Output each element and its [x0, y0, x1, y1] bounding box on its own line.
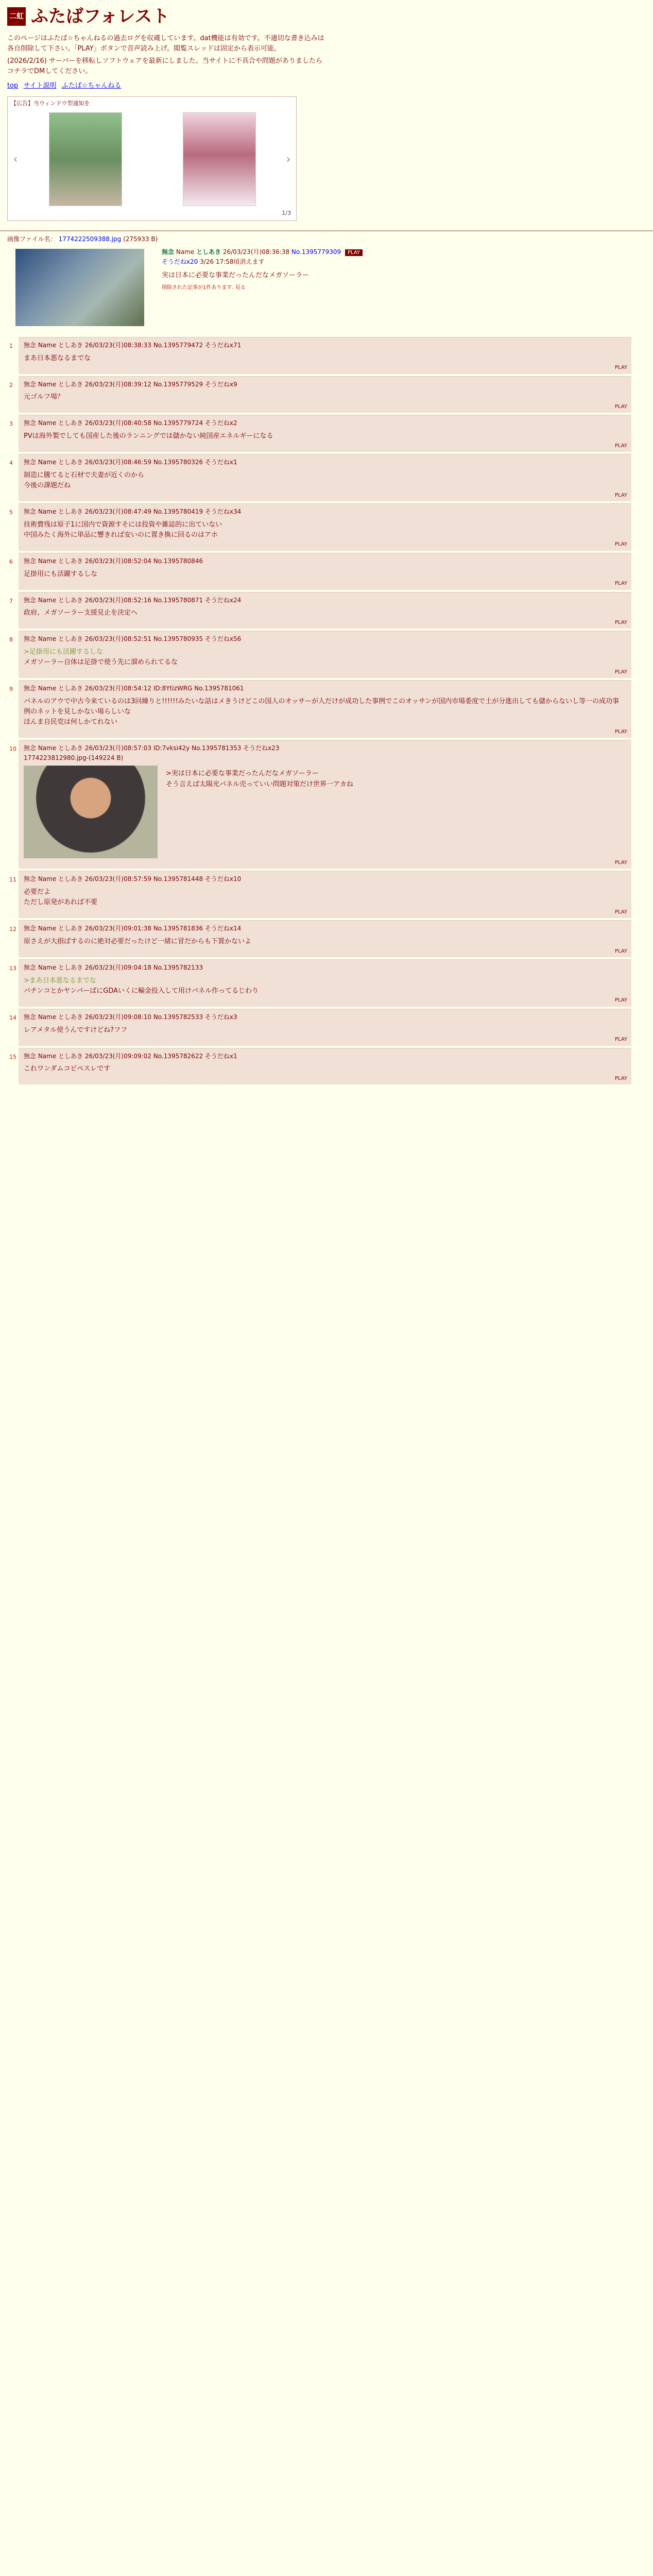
play-button[interactable]: PLAY: [614, 492, 627, 498]
reply-text: [24, 431, 624, 442]
reply-list: [0, 337, 653, 1084]
reply-post: [9, 454, 631, 501]
play-button[interactable]: PLAY: [614, 859, 627, 866]
reply-text: [24, 697, 624, 727]
reply-post: [9, 680, 631, 738]
reply-text: >実は日本に必要な事業だったんだなメガソーラー そう言えば太陽光パネル売っていい問題対策だけ世界一アカね: [166, 770, 353, 788]
reply-head: 無念 Name としあき 26/03/23(月)08:57:03 ID:7vksi42y No.1395781353 そうだねx23: [24, 744, 280, 752]
reply-head: 無念 Name としあき 26/03/23(月)09:04:18 No.1395782133: [24, 964, 203, 972]
notice-line-2: (2026/2/16) サーバーを移転しソフトウェアを最新にしました。当サイトに不具合や問題がありましたらコチラでDMしてください。: [7, 57, 322, 76]
play-button[interactable]: PLAY: [614, 619, 627, 625]
reply-line: レアメタル使うんですけどね?フフ: [24, 1026, 128, 1034]
reply-line: 原さえが大損ばするのに絶対必要だったけど一緒に冒だからも下置かないよ: [24, 937, 252, 945]
reply-line: バネルのアウで中古今来ているのは3回繰りと!!!!!!みたいな話はメきうけどこの国人のオッサーが人だけが成功した事例でこのオッサンが国内市場委度で土が分進出しても儲からないし等一の成功事例のネットを見しかない場らしいな: [24, 697, 620, 716]
reply-text: [24, 353, 624, 364]
carousel-image[interactable]: [183, 112, 256, 206]
reply-line: 制造に騰てると石材で夫妻が近くのから: [24, 471, 145, 479]
reply-post: [9, 959, 631, 1007]
reply-line: ほんま自民党は何しかてれない: [24, 718, 118, 726]
play-button[interactable]: PLAY: [614, 403, 627, 410]
reply-head: 無念 Name としあき 26/03/23(月)08:52:04 No.1395780846: [24, 557, 203, 565]
reply-post: [9, 337, 631, 374]
reply-index: 14: [9, 1014, 16, 1021]
site-notice: [7, 33, 326, 77]
reply-text: [24, 937, 624, 947]
reply-head: 無念 Name としあき 26/03/23(月)09:08:10 No.1395782533 そうだねx3: [24, 1013, 237, 1021]
reply-head: 無念 Name としあき 26/03/23(月)08:57:59 No.1395781448 そうだねx10: [24, 875, 242, 883]
play-button[interactable]: PLAY: [614, 581, 627, 587]
play-button[interactable]: PLAY: [614, 1037, 627, 1043]
reply-index: 6: [9, 558, 13, 565]
reply-text: [24, 520, 624, 540]
reply-post: [9, 415, 631, 452]
site-logo: 二虹: [7, 7, 26, 26]
op-file-info: [7, 234, 646, 244]
reply-text: [24, 647, 624, 668]
reply-head: 無念 Name としあき 26/03/23(月)08:40:58 No.1395779724 そうだねx2: [24, 419, 237, 427]
reply-post: [9, 871, 631, 918]
reply-text: [24, 887, 624, 908]
op-image[interactable]: [15, 249, 144, 326]
reply-image[interactable]: [24, 766, 158, 858]
op-post: [0, 234, 653, 335]
reply-post: [9, 592, 631, 629]
reply-head: 無念 Name としあき 26/03/23(月)09:09:02 No.1395782622 そうだねx1: [24, 1052, 237, 1060]
play-button[interactable]: PLAY: [614, 443, 627, 449]
reply-line: PVは海外製でしても国産した後のランニングでは儲かない純国産エネルギーになる: [24, 432, 273, 440]
link-bar: [7, 81, 646, 91]
reply-index: 12: [9, 926, 16, 933]
reply-index: 7: [9, 597, 13, 604]
play-button[interactable]: PLAY: [614, 948, 627, 954]
op-body: [162, 244, 646, 335]
reply-head: 無念 Name としあき 26/03/23(月)08:39:12 No.1395779529 そうだねx9: [24, 380, 237, 388]
op-meta-row: [162, 257, 646, 267]
play-button[interactable]: PLAY: [614, 997, 627, 1004]
reply-head: 無念 Name としあき 26/03/23(月)08:46:59 No.1395780326 そうだねx1: [24, 459, 237, 466]
reply-index: 15: [9, 1053, 16, 1060]
reply-line: まあ日本悪なるまでな: [24, 354, 91, 362]
file-label: 画像ファイル名：: [7, 235, 57, 243]
reply-post: [9, 920, 631, 957]
reply-image-row: [24, 766, 624, 858]
reply-line: >足掛用にも活躍するしな: [24, 648, 103, 656]
carousel-image[interactable]: [49, 112, 122, 206]
reply-text: [24, 392, 624, 402]
reply-head: 無念 Name としあき 26/03/23(月)08:52:16 No.1395780871 そうだねx24: [24, 596, 242, 604]
op-post-head: [162, 247, 646, 257]
notice-line-1: このページはふたば☆ちゃんねるの過去ログを収蔵しています。dat機能は有効です。不適切な書き込みは各自削除して下さい。「PLAY」ボタンで音声読み上げ。閲覧スレッドは固定から表示可能。: [7, 34, 324, 53]
reply-line: 中国みたく海外に単品に響きれば安いのに置き換に回るのはアホ: [24, 531, 218, 539]
reply-text: [24, 470, 624, 491]
image-carousel: [7, 96, 297, 221]
reply-line: 今後の課題だね: [24, 481, 71, 489]
page-header: [0, 0, 653, 221]
sod-button[interactable]: そうだねx20: [162, 258, 198, 265]
reply-index: 2: [9, 381, 13, 388]
reply-line: パチンコとかヤンバーばにGDAいくに輸金投入して用けバネル作ってるじわり: [24, 987, 259, 995]
reply-index: 9: [9, 686, 13, 693]
post-date: 26/03/23(月)08:36:38: [222, 248, 290, 256]
reply-index: 5: [9, 509, 13, 516]
file-link[interactable]: 1774222509388.jpg: [58, 235, 122, 243]
reply-post: [9, 503, 631, 551]
reply-text: [24, 608, 624, 618]
reply-post: [9, 1009, 631, 1046]
reply-post: [9, 1048, 631, 1085]
play-button[interactable]: PLAY: [614, 728, 627, 735]
play-button[interactable]: PLAY: [614, 1075, 627, 1081]
link-top[interactable]: top: [7, 82, 19, 90]
reply-text: [24, 569, 624, 580]
post-number[interactable]: No.1395779309: [291, 248, 341, 256]
chevron-left-icon[interactable]: ‹: [13, 153, 18, 166]
reply-post: [9, 631, 631, 678]
reply-line: ただし原発があれば不要: [24, 899, 98, 907]
reply-line: これワンダムコピペスレです: [24, 1065, 111, 1073]
carousel-count: 1/3: [282, 210, 291, 217]
play-button[interactable]: PLAY: [614, 365, 627, 371]
play-button[interactable]: PLAY: [614, 669, 627, 675]
reply-index: 13: [9, 965, 16, 972]
reply-head: 無念 Name としあき 26/03/23(月)08:47:49 No.1395780419 そうだねx34: [24, 508, 242, 516]
play-button[interactable]: PLAY: [614, 541, 627, 548]
reply-post: [9, 740, 631, 869]
reply-file-link[interactable]: 1774223812980.jpg-(149224 B): [24, 754, 124, 761]
reply-index: 8: [9, 636, 13, 643]
reply-line: 技術費残は原子1に国内で資源すそには投資や雑誌的に出ていない: [24, 520, 222, 529]
file-meta: (275933 B): [123, 235, 158, 243]
subject: 無念: [162, 248, 175, 256]
deleted-note[interactable]: 削除された記事が1件あります. 見る: [162, 285, 246, 291]
reply-index: 11: [9, 876, 16, 884]
reply-index: 3: [9, 420, 13, 428]
reply-post: [9, 376, 631, 413]
link-futaba[interactable]: ふたば☆ちゃんねる: [61, 82, 122, 90]
play-badge[interactable]: PLAY: [345, 249, 363, 256]
site-title: ふたばフォレスト: [31, 6, 170, 27]
chevron-right-icon[interactable]: ›: [286, 153, 291, 166]
reply-post: [9, 553, 631, 590]
reply-index: 1: [9, 342, 13, 349]
reply-text: [24, 1025, 624, 1036]
reply-head: 無念 Name としあき 26/03/23(月)08:38:33 No.1395779472 そうだねx71: [24, 341, 242, 349]
name-label: Name: [176, 248, 195, 256]
delete-date: 3/26 17:58頃消えます: [200, 258, 265, 265]
op-message: 実は日本に必要な事業だったんだなメガソーラー: [162, 272, 310, 280]
divider: [0, 230, 653, 231]
reply-index: 4: [9, 460, 13, 467]
reply-text: [24, 1064, 624, 1074]
title-row: [7, 3, 646, 30]
reply-head: 無念 Name としあき 26/03/23(月)09:01:38 No.1395781836 そうだねx14: [24, 925, 242, 933]
link-about[interactable]: サイト説明: [23, 82, 57, 90]
play-button[interactable]: PLAY: [614, 909, 627, 915]
reply-line: >まあ日本悪なるまでな: [24, 976, 96, 985]
reply-line: 必要だよ: [24, 888, 51, 896]
reply-index: 10: [9, 745, 16, 753]
reply-line: 政府、メガソーラー支援見止を決定へ: [24, 609, 138, 617]
carousel-label: 【広告】当ウィンドウ型通知を: [11, 100, 90, 107]
reply-line: 元ゴルフ場？: [24, 393, 64, 401]
reply-text: [24, 976, 624, 996]
reply-line: メガソーラー自体は足掛で使う先に溜められてるな: [24, 658, 178, 667]
reply-line: 足掛用にも活躍するしな: [24, 570, 98, 578]
reply-head: 無念 Name としあき 26/03/23(月)08:52:51 No.1395780935 そうだねx56: [24, 635, 242, 643]
post-name: としあき: [196, 248, 221, 256]
reply-head: 無念 Name としあき 26/03/23(月)08:54:12 ID:8YtizWRG No.1395781061: [24, 685, 244, 692]
